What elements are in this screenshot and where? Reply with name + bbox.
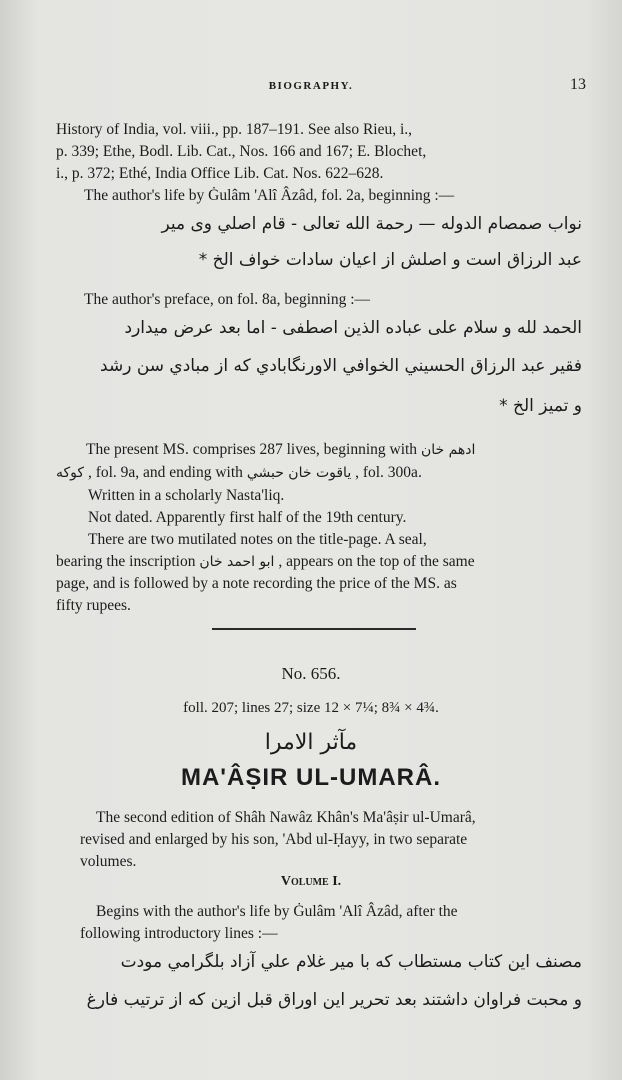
- text-line: fifty rupees.: [56, 597, 131, 614]
- text-line: The second edition of Shâh Nawâz Khân's Ma'âṣir ul-Umarâ,: [96, 809, 476, 826]
- entry-title: MA'ÂṢIR UL-UMARÂ.: [180, 764, 441, 791]
- entry-number: No. 656.: [281, 664, 341, 683]
- text-line: [56, 463, 422, 483]
- arabic-line: و تميز الخ *: [499, 396, 582, 416]
- folio-info: foll. 207; lines 27; size 12 × 7¼; 8¾ × 4¾.: [183, 700, 439, 716]
- text-line: There are two mutilated notes on the title-page. A seal,: [88, 531, 427, 548]
- text-span: , appears on the top of the same: [278, 553, 475, 570]
- text-span: , fol. 300a.: [355, 464, 422, 481]
- text-span: The present MS. comprises 287 lives, beginning with: [86, 441, 418, 458]
- text-line: [86, 440, 475, 460]
- arabic-inline: ادهم خان: [420, 442, 476, 458]
- page-number: 13: [570, 76, 586, 93]
- text-line: page, and is followed by a note recording the price of the MS. as: [56, 575, 457, 592]
- text-line: i., p. 372; Ethé, India Office Lib. Cat. Nos. 622–628.: [56, 165, 384, 182]
- arabic-inline: ياقوت خان حبشي: [246, 465, 352, 481]
- text-line: following introductory lines :—: [80, 925, 278, 942]
- arabic-line: مصنف اين كتاب مستطاب كه با مير غلام علي آزاد بلگرامي مودت: [120, 952, 582, 972]
- arabic-line: الحمد لله و سلام على عباده الذين اصطفى - اما بعد عرض ميدارد: [124, 318, 582, 338]
- text-line: Written in a scholarly Nasta'liq.: [88, 487, 285, 504]
- text-line: The author's preface, on fol. 8a, beginning :—: [84, 291, 371, 308]
- text-line: p. 339; Ethe, Bodl. Lib. Cat., Nos. 166 and 167; E. Blochet,: [56, 143, 427, 160]
- arabic-line: و محبت فراوان داشتند بعد تحرير اين اوراق قبل ازين كه از ترتيب فارغ: [86, 990, 582, 1010]
- arabic-line: نواب صمصام الدوله — رحمة الله تعالى - قام اصلي وى مير: [161, 214, 582, 234]
- text-line: volumes.: [80, 853, 137, 870]
- arabic-inline: كوكه: [56, 465, 85, 481]
- arabic-line: عبد الرزاق است و اصلش از اعيان سادات خواف الخ *: [198, 250, 582, 270]
- text-line: [56, 552, 475, 572]
- arabic-title: مآثر الامرا: [264, 730, 358, 755]
- volume-heading: Volume I.: [280, 874, 342, 889]
- arabic-inline: ابو احمد خان: [199, 554, 275, 570]
- section-divider: [212, 628, 416, 630]
- text-line: Not dated. Apparently first half of the 19th century.: [88, 509, 407, 526]
- running-header: BIOGRAPHY.: [268, 80, 354, 92]
- text-line: History of India, vol. viii., pp. 187–191. See also Rieu, i.,: [56, 121, 413, 138]
- text-span: , fol. 9a, and ending with: [87, 464, 243, 481]
- text-span: bearing the inscription: [56, 553, 196, 570]
- text-line: Begins with the author's life by Ġulâm 'Alî Âzâd, after the: [96, 903, 458, 920]
- text-line: The author's life by Ġulâm 'Alî Âzâd, fol. 2a, beginning :—: [84, 187, 455, 204]
- text-line: revised and enlarged by his son, 'Abd ul-Ḥayy, in two separate: [80, 831, 468, 848]
- arabic-line: فقير عبد الرزاق الحسيني الخوافي الاورنگابادي كه از مبادي سن رشد: [100, 356, 582, 376]
